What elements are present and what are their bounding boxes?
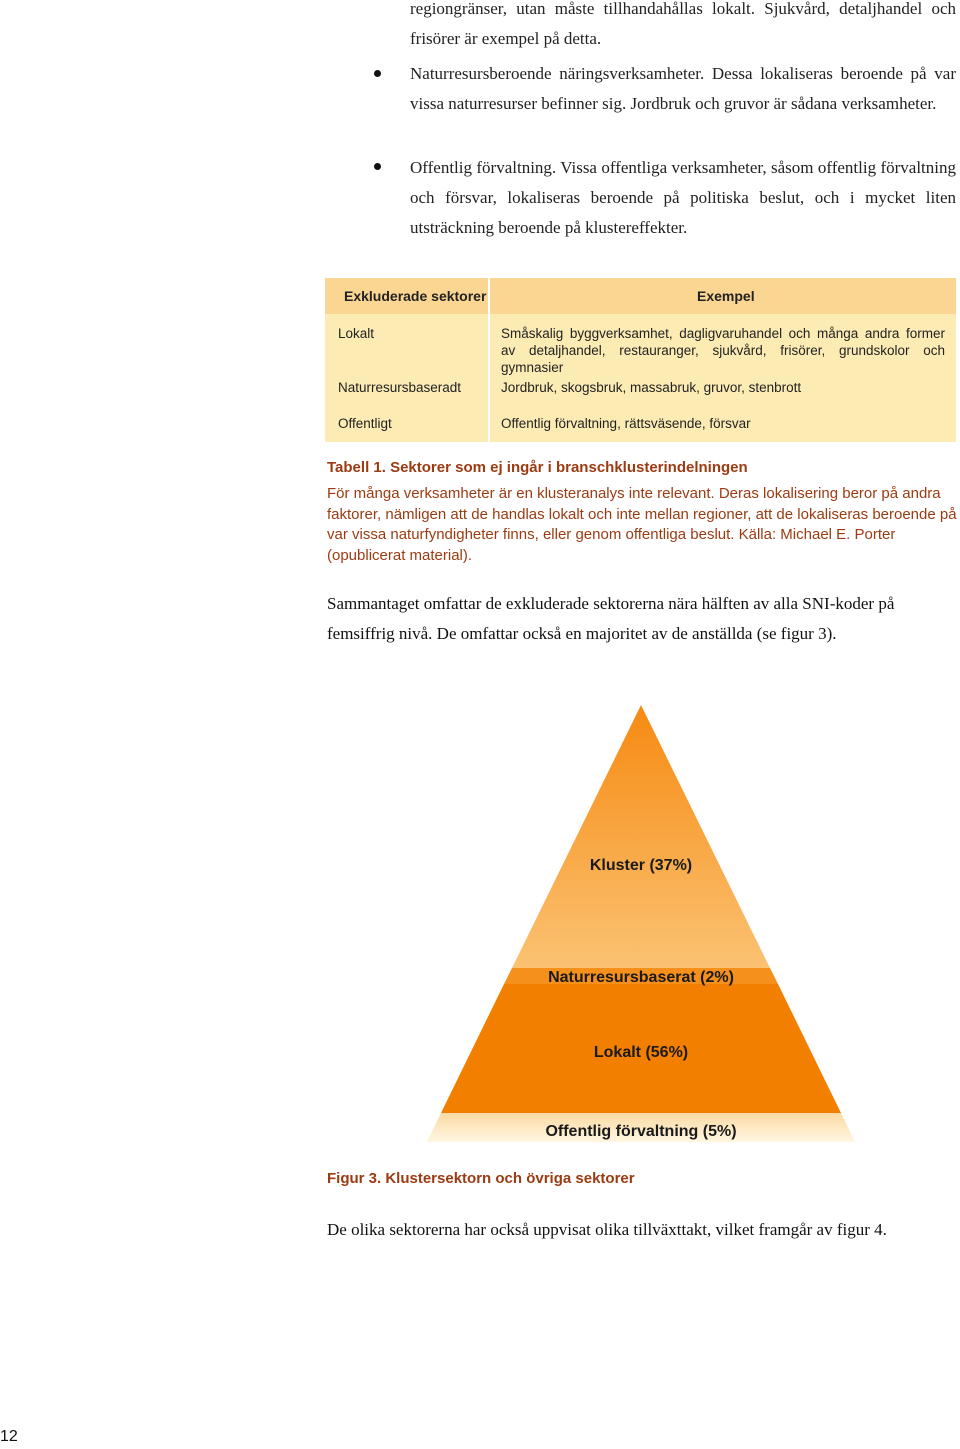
table-cell-sector: Offentligt	[338, 416, 392, 431]
table-caption-body: För många verksamheter är en klusteranalys inte relevant. Deras lokalisering beror på andra faktorer, nämligen att de handlas lokalt och inte mellan regioner, att de lokaliseras beroende på var vissa naturfyndigheter finns, eller genom offentliga beslut. Källa: Michael E. Porter (opublicerat material).	[327, 485, 957, 564]
table-cell-example: Offentlig förvaltning, rättsväsende, försvar	[501, 416, 751, 431]
table-header-sectors: Exkluderade sektorer	[344, 288, 487, 304]
bullet-item-public-administration: Offentlig förvaltning. Vissa offentliga verksamheter, såsom offentlig förvaltning och försvar, lokaliseras beroende på politiska beslut, och i mycket liten utsträckning beroende på klustereffekter.	[410, 158, 956, 237]
figure-caption: Figur 3. Klustersektorn och övriga sektorer	[327, 1170, 635, 1187]
cluster-pyramid-figure	[325, 700, 957, 1142]
bullet-continuation: regiongränser, utan måste tillhandahållas lokalt. Sjukvård, detaljhandel och frisörer är exempel på detta.	[410, 0, 956, 48]
table-cell-example: Småskalig byggverksamhet, dagligvaruhandel och många andra former av detaljhandel, restauranger, sjukvård, frisörer, grundskolor och gymnasier	[501, 326, 945, 375]
bullet-dot-icon	[374, 70, 381, 77]
bullet-item-natural-resources: Naturresursberoende näringsverksamheter. Dessa lokaliseras beroende på var vissa naturresurser befinner sig. Jordbruk och gruvor är sådana verksamheter.	[410, 64, 956, 113]
excluded-sectors-table	[325, 278, 956, 442]
table-cell-sector: Lokalt	[338, 326, 375, 341]
table-cell-sector: Naturresursbaseradt	[338, 380, 462, 395]
pyramid-layer-kluster	[512, 705, 770, 968]
table-cell-example: Jordbruk, skogsbruk, massabruk, gruvor, stenbrott	[501, 380, 802, 395]
table-header-examples: Exempel	[697, 288, 755, 304]
pyramid-svg	[325, 700, 957, 1142]
body-paragraph-summary: Sammantaget omfattar de exkluderade sektorerna nära hälften av alla SNI-koder på femsiffrig nivå. De omfattar också en majoritet av de anställda (se figur 3).	[327, 594, 895, 643]
table-caption-title: Tabell 1. Sektorer som ej ingår i branschklusterindelningen	[327, 459, 748, 476]
pyramid-label-naturresurs: Naturresursbaserat (2%)	[548, 969, 734, 986]
pyramid-label-offentlig: Offentlig förvaltning (5%)	[545, 1123, 737, 1140]
pyramid-label-kluster: Kluster (37%)	[589, 857, 693, 874]
bullet-dot-icon	[374, 163, 381, 170]
table-column-divider	[488, 278, 490, 442]
body-paragraph-growth: De olika sektorerna har också uppvisat olika tillväxttakt, vilket framgår av figur 4.	[327, 1220, 887, 1239]
pyramid-label-lokalt: Lokalt (56%)	[593, 1044, 689, 1061]
page-number: 12	[0, 1428, 18, 1445]
